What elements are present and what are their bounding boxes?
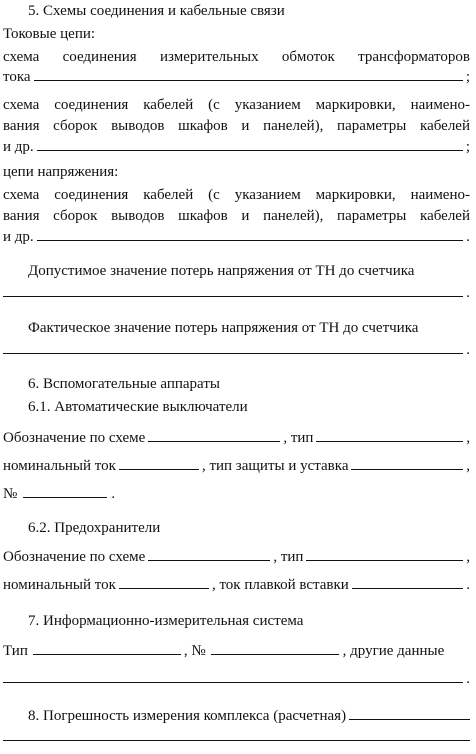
actual-loss-line: . bbox=[3, 339, 470, 359]
voltage-item-line2: вания сборок выводов шкафов и панелей), параметры кабелей bbox=[3, 208, 470, 224]
section6-1-heading: 6.1. Автоматические выключатели bbox=[28, 399, 248, 415]
voltage-cable-field[interactable] bbox=[37, 226, 464, 241]
current-item1-line2: тока ; bbox=[3, 66, 470, 86]
permissible-loss-field[interactable] bbox=[3, 282, 463, 297]
section6-2-heading: 6.2. Предохранители bbox=[28, 520, 161, 536]
current-item2-line2: вания сборок выводов шкафов и панелей), параметры кабелей bbox=[3, 118, 470, 134]
section6-heading: 6. Вспомогательные аппараты bbox=[28, 376, 220, 392]
actual-loss-field[interactable] bbox=[3, 339, 463, 354]
system-type-line: Тип , № , другие данные bbox=[3, 640, 470, 660]
current-item1-line1: схема соединения измерительных обмоток трансформаторов bbox=[3, 49, 470, 65]
ct-scheme-field[interactable] bbox=[34, 66, 463, 81]
current-item2-line1: схема соединения кабелей (с указанием маркировки, наимено- bbox=[3, 97, 470, 113]
breaker-rated-current-field[interactable] bbox=[119, 455, 199, 470]
actual-loss-label: Фактическое значение потерь напряжения от ТН до счетчика bbox=[28, 320, 419, 336]
permissible-loss-line: . bbox=[3, 282, 470, 302]
breaker-number-line: № . bbox=[3, 483, 470, 503]
section5-heading: 5. Схемы соединения и кабельные связи bbox=[28, 3, 285, 19]
fuse-melt-current-field[interactable] bbox=[352, 574, 463, 589]
current-cable-field[interactable] bbox=[37, 136, 463, 151]
breaker-designation-field[interactable] bbox=[148, 427, 280, 442]
current-item2-line3: и др. ; bbox=[3, 136, 470, 156]
fuse-rated-current-field[interactable] bbox=[119, 574, 209, 589]
permissible-loss-label: Допустимое значение потерь напряжения от ТН до счетчика bbox=[28, 263, 415, 279]
breaker-type-field[interactable] bbox=[316, 427, 463, 442]
system-type-field[interactable] bbox=[33, 640, 181, 655]
section7-heading: 7. Информационно-измерительная система bbox=[28, 613, 304, 629]
breaker-protection-field[interactable] bbox=[351, 455, 463, 470]
voltage-item-line3: и др. . bbox=[3, 226, 470, 246]
section8-continuation bbox=[3, 726, 470, 746]
fuse-type-field[interactable] bbox=[306, 546, 463, 561]
measurement-error-field-2[interactable] bbox=[3, 726, 470, 741]
voltage-item-line1: схема соединения кабелей (с указанием маркировки, наимено- bbox=[3, 187, 470, 203]
system-other-data-field[interactable] bbox=[3, 668, 463, 683]
measurement-error-field[interactable] bbox=[349, 705, 470, 720]
voltage-circuits-label: цепи напряжения: bbox=[3, 164, 119, 180]
fuse-designation-field[interactable] bbox=[148, 546, 270, 561]
system-number-field[interactable] bbox=[211, 640, 339, 655]
section8-line bbox=[28, 705, 470, 725]
fuse-current-line: номинальный ток , ток плавкой вставки . bbox=[3, 574, 470, 594]
fuse-designation-line: Обозначение по схеме , тип , bbox=[3, 546, 470, 566]
current-circuits-label: Токовые цепи: bbox=[3, 26, 96, 42]
breaker-current-line: номинальный ток , тип защиты и уставка , bbox=[3, 455, 470, 475]
section8-heading: 8. Погрешность измерения комплекса (расчетная) bbox=[28, 708, 347, 724]
system-other-line: . bbox=[3, 668, 470, 688]
breaker-designation-line: Обозначение по схеме , тип , bbox=[3, 427, 470, 447]
breaker-number-field[interactable] bbox=[23, 483, 107, 498]
